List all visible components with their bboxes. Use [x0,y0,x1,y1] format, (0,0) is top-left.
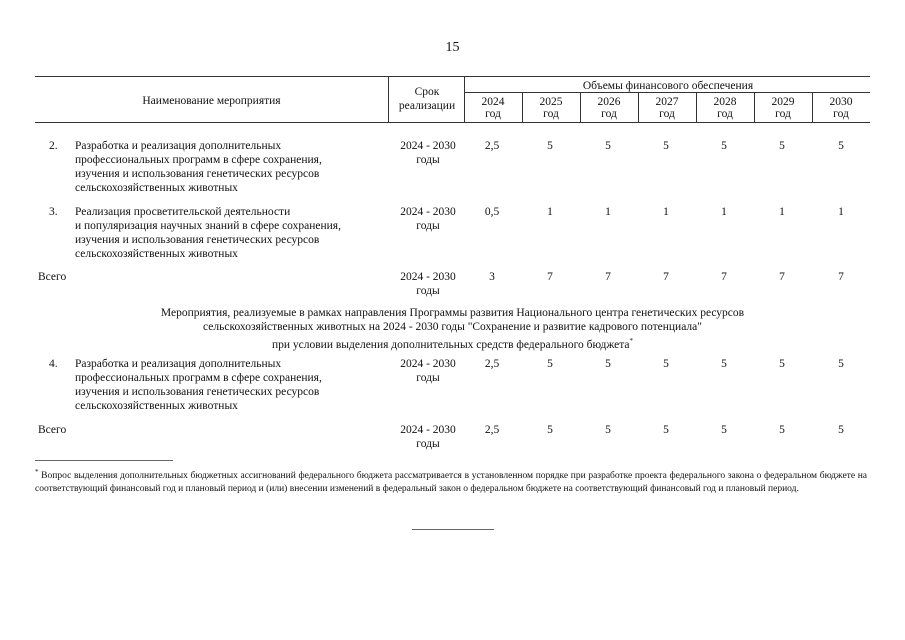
year-unit: год [543,108,559,120]
term-years: 2024 - 2030 [400,271,456,283]
value-2030: 5 [838,424,844,436]
year-unit: год [775,108,791,120]
year-unit: год [659,108,675,120]
row-term [390,423,466,451]
row-name: Разработка и реализация дополнительных профессиональных программ в сфере сохранения, изучения и использования генетических ресурсов сельскохозяйственных животных [75,358,322,412]
year-unit: год [717,108,733,120]
value-2025: 5 [547,424,553,436]
footnote-text: Вопрос выделения дополнительных бюджетных ассигнований федерального бюджета рассматривается в установленном порядке при разработке проекта федерального закона о федеральном бюджете на соответствующий финансовый год и плановый период и (или) внесении изменений в федеральный закон о федеральном бюджете на соответствующий финансовый год и плановый период. [35,471,867,495]
term-unit: годы [416,438,440,450]
row-name: Реализация просветительской деятельности и популяризация научных знаний в сфере сохранения, изучения и использования генетических ресурсов сельскохозяйственных животных [75,206,341,260]
value-2030: 5 [838,358,844,370]
footnote-marker: * [629,337,634,345]
value-2024: 2,5 [484,140,500,152]
header-term [390,85,464,113]
value-2029: 1 [779,206,785,218]
value-2026: 1 [605,206,611,218]
total-label: Всего [38,424,67,436]
year-unit: год [833,108,849,120]
value-2026: 5 [605,358,611,370]
footnote-separator [35,460,173,461]
header-term-line2: реализации [398,100,456,112]
value-2028: 7 [721,271,727,283]
section-line1: Мероприятия, реализуемые в рамках направления Программы развития Национального центра генетических ресурсов [160,307,745,319]
page-number: 15 [445,40,460,55]
footnote-mark: * [35,468,39,476]
term-unit: годы [416,372,440,384]
term-years: 2024 - 2030 [400,206,456,218]
row-term [390,270,466,298]
term-unit: годы [416,285,440,297]
year-col-2029 [754,96,812,120]
term-years: 2024 - 2030 [400,140,456,152]
value-2025: 5 [547,140,553,152]
value-2024: 0,5 [484,206,500,218]
value-2027: 5 [663,424,669,436]
value-2024: 3 [489,271,495,283]
year-label: 2028 [713,96,737,108]
value-2030: 7 [838,271,844,283]
header-name: Наименование мероприятия [142,95,281,107]
value-2028: 5 [721,140,727,152]
value-2027: 7 [663,271,669,283]
value-2026: 5 [605,140,611,152]
value-2024: 2,5 [484,424,500,436]
year-col-2028 [696,96,754,120]
value-2029: 5 [779,424,785,436]
row-term [390,357,466,385]
row-number: 2. [49,140,58,152]
row-name: Разработка и реализация дополнительных профессиональных программ в сфере сохранения, изучения и использования генетических ресурсов сельскохозяйственных животных [75,140,322,194]
term-unit: годы [416,154,440,166]
header-funding: Объемы финансового обеспечения [582,80,754,92]
year-label: 2027 [655,96,679,108]
header-term-line1: Срок [414,86,440,98]
value-2027: 5 [663,140,669,152]
value-2027: 1 [663,206,669,218]
year-label: 2026 [597,96,621,108]
year-col-2024 [464,96,522,120]
year-label: 2024 [481,96,505,108]
value-2025: 5 [547,358,553,370]
section-line3: при условии выделения дополнительных средств федерального бюджета [271,338,630,351]
end-line [412,529,494,530]
footnote [35,466,867,496]
term-years: 2024 - 2030 [400,424,456,436]
value-2029: 5 [779,140,785,152]
value-2027: 5 [663,358,669,370]
value-2028: 5 [721,358,727,370]
value-2024: 2,5 [484,358,500,370]
value-2028: 1 [721,206,727,218]
row-number: 3. [49,206,58,218]
value-2030: 5 [838,140,844,152]
table-header-bottom-border [35,122,870,123]
value-2025: 1 [547,206,553,218]
year-col-2026 [580,96,638,120]
value-2029: 7 [779,271,785,283]
section-line2: сельскохозяйственных животных на 2024 - 2030 годы "Сохранение и развитие кадрового потенциала" [203,321,702,333]
year-label: 2030 [829,96,853,108]
year-col-2025 [522,96,580,120]
value-2029: 5 [779,358,785,370]
header-vline-name-term [388,76,389,122]
value-2026: 5 [605,424,611,436]
table-top-border [35,76,870,77]
term-years: 2024 - 2030 [400,358,456,370]
total-label: Всего [38,271,67,283]
year-col-2030 [812,96,870,120]
value-2030: 1 [838,206,844,218]
value-2028: 5 [721,424,727,436]
section-heading [100,306,805,352]
year-label: 2025 [539,96,563,108]
value-2026: 7 [605,271,611,283]
term-unit: годы [416,220,440,232]
year-unit: год [601,108,617,120]
year-label: 2029 [771,96,795,108]
row-number: 4. [49,358,58,370]
row-term [390,205,466,233]
value-2025: 7 [547,271,553,283]
row-term [390,139,466,167]
year-unit: год [485,108,501,120]
year-col-2027 [638,96,696,120]
